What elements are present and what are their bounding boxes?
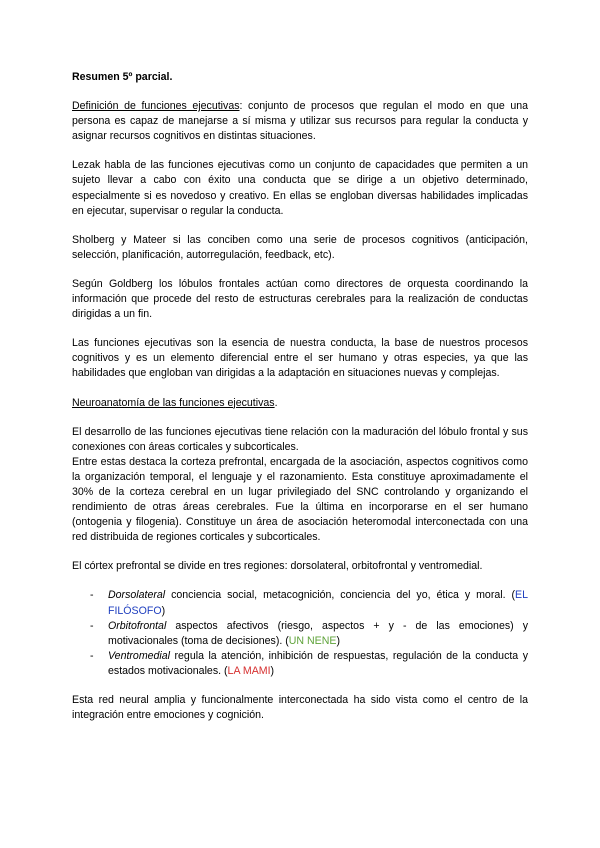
list-item bbox=[72, 649, 528, 679]
neuroanatomy-heading-line bbox=[72, 396, 528, 411]
region-text: regula la atención, inhibición de respuestas, regulación de la conducta y estados motivacionales. ( bbox=[108, 649, 528, 677]
regions-list bbox=[72, 588, 528, 679]
list-item bbox=[72, 588, 528, 618]
region-term: Ventromedial bbox=[108, 649, 171, 662]
list-item bbox=[72, 619, 528, 649]
mnemonic-close: ) bbox=[270, 664, 275, 677]
neuroanatomy-heading: Neuroanatomía de las funciones ejecutivas bbox=[72, 396, 275, 409]
definition-text: : conjunto de procesos que regulan el modo en que una persona es capaz de manejarse a sí misma y utilizar sus recursos para regular la conducta y asignar recursos cognitivos en distintas situaciones. bbox=[72, 100, 529, 143]
list-dash: - bbox=[90, 619, 94, 632]
prefrontal-paragraph: Entre estas destaca la corteza prefrontal, encargada de la asociación, aspectos cognitivos como la organización temporal, el lenguaje y el razonamiento. Esta constituye aproximadamente el 30% de la corteza cerebral en un lugar privilegiado del SNC controlando y organizando el rendimiento de otras áreas cerebrales. Fue la última en incorporarse en el ser humano (ontogenia y filogenia). Constituye un área de asociación heteromodal interconectada con una red distribuida de regiones corticales y subcorticales. bbox=[72, 455, 528, 544]
goldberg-paragraph: Según Goldberg los lóbulos frontales actúan como directores de orquesta coordinando la información que procede del resto de estructuras cerebrales para la realización de conductas dirigidas a un fin. bbox=[72, 277, 528, 321]
region-term: Orbitofrontal bbox=[108, 619, 167, 632]
region-text: conciencia social, metacognición, conciencia del yo, ética y moral. ( bbox=[165, 589, 516, 602]
region-text: aspectos afectivos (riesgo, aspectos + y - de las emociones) y motivacionales (toma de decisiones). ( bbox=[108, 619, 528, 647]
regions-intro: El córtex prefrontal se divide en tres regiones: dorsolateral, orbitofrontal y ventromedial. bbox=[72, 560, 483, 573]
mnemonic: EL FILÓSOFO bbox=[108, 589, 528, 617]
development-paragraph: El desarrollo de las funciones ejecutivas tiene relación con la maduración del lóbulo frontal y sus conexiones con áreas corticales y subcorticales. bbox=[72, 425, 528, 453]
essence-paragraph: Las funciones ejecutivas son la esencia de nuestra conducta, la base de nuestros procesos cognitivos y es un elemento diferencial entre el ser humano y otras especies, ya que las habilidades que engloban van dirigidas a la adaptación en situaciones nuevas y complejas. bbox=[72, 337, 528, 380]
definition-paragraph bbox=[72, 99, 528, 144]
neuroanatomy-heading-end: . bbox=[274, 396, 278, 409]
lezak-paragraph: Lezak habla de las funciones ejecutivas como un conjunto de capacidades que permiten a un sujeto llevar a cabo con éxito una conducta que se dirige a un objetivo determinado, especialmente si es novedoso y creativo. En ellas se engloban diversas habilidades implicadas en ejecutar, supervisar o regular la conducta. bbox=[72, 159, 528, 217]
mnemonic: UN NENE bbox=[288, 634, 337, 647]
sholberg-paragraph: Sholberg y Mateer si las conciben como una serie de procesos cognitivos (anticipación, selección, planificación, autorregulación, feedback, etc). bbox=[72, 233, 528, 261]
definition-heading: Definición de funciones ejecutivas bbox=[72, 100, 240, 113]
mnemonic: LA MAMI bbox=[227, 664, 271, 677]
mnemonic-close: ) bbox=[161, 604, 166, 617]
list-dash: - bbox=[90, 589, 94, 602]
mnemonic-close: ) bbox=[336, 634, 340, 647]
list-dash: - bbox=[90, 649, 94, 662]
closing-paragraph: Esta red neural amplia y funcionalmente interconectada ha sido vista como el centro de la integración entre emociones y cognición. bbox=[72, 694, 528, 722]
document-title: Resumen 5º parcial. bbox=[72, 71, 173, 83]
region-term: Dorsolateral bbox=[108, 589, 166, 602]
document-page bbox=[72, 70, 528, 723]
